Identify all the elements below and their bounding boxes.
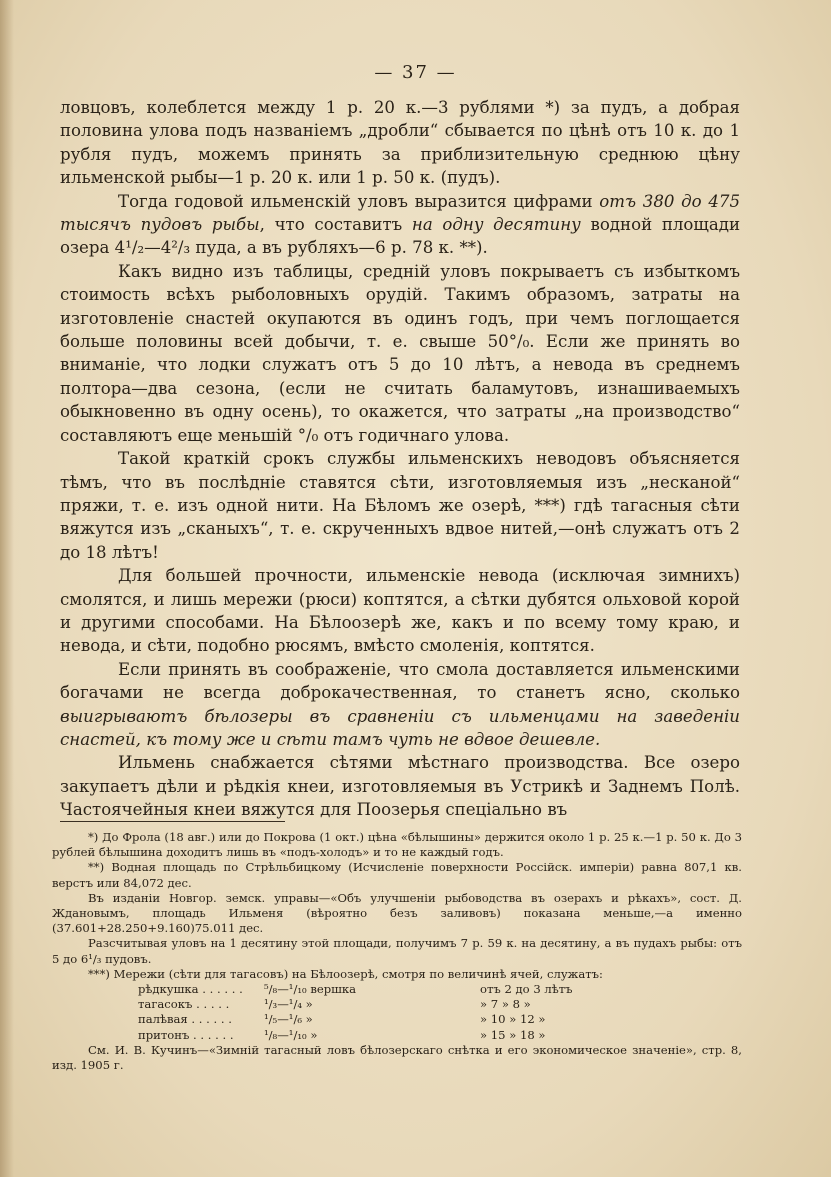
footnote-source: См. И. В. Кучинъ—«Зимній тагасный ловъ бѣлозерскаго снѣтка и его экономическое значеніе», стр. 8, изд. 1905 г.	[52, 1042, 742, 1073]
mesh-size: ¹/₈—¹/₁₀ »	[264, 1027, 318, 1042]
paragraph-2	[60, 190, 740, 260]
mesh-size: ⁵/₈—¹/₁₀ вершка	[264, 982, 357, 997]
table-row	[138, 997, 579, 1012]
mesh-years: » 7 » 8 »	[480, 997, 531, 1012]
footnote-separator	[60, 821, 285, 822]
paragraph-5: Для большей прочности, ильменскіе невода (исключая зимнихъ) смолятся, и лишь мережи (рюси) коптятся, а сѣтки дубятся ольховой корой и другими способами. На Бѣлоозерѣ же, какъ и по всему тому краю, и невода, и сѣти, подобно рюсямъ, вмѣсто смоленія, коптятся.	[60, 566, 740, 656]
paragraph-4: Такой краткій срокъ службы ильменскихъ неводовъ объясняется тѣмъ, что въ послѣдніе ставятся сѣти, изготовляемыя изъ „несканой“ пряжи, т. е. изъ одной нити. На Бѣломъ же озерѣ, ***) гдѣ тагасныя сѣти вяжутся изъ „сканыхъ“, т. е. скрученныхъ вдвое нитей,—онѣ служатъ отъ 2 до 18 лѣтъ!	[60, 449, 740, 562]
mesh-name: притонъ . . . . . .	[138, 1027, 234, 1042]
footnote-2: **) Водная площадь по Стрѣльбицкому (Исчисленіе поверхности Россійск. имперіи) равна 807,1 кв. верстъ или 84,072 дес.	[52, 860, 742, 890]
table-row	[138, 982, 579, 997]
table-row	[138, 1012, 579, 1027]
footnote-1: *) До Фрола (18 авг.) или до Покрова (1 окт.) цѣна «бѣлышины» держится около 1 р. 25 к.—1 р. 50 к. До 3 рублей бѣлышина доходитъ лишь въ «подъ-холодъ» и то не каждый годъ.	[52, 830, 742, 860]
footnote-3: ***) Мережи (сѣти для тагасовъ) на Бѣлоозерѣ, смотря по величинѣ ячей, служатъ:	[88, 966, 603, 981]
footnote-2-calculation: Разсчитывая уловъ на 1 десятину этой площади, получимъ 7 р. 59 к. на десятину, а въ пудахъ рыбы: отъ 5 до 6¹/₃ пудовъ.	[52, 936, 742, 966]
footnote-2-continued: Въ изданіи Новгор. земск. управы—«Объ улучшеніи рыбоводства въ озерахъ и рѣкахъ», сост. Д. Ждановымъ, площадь Ильменя (вѣроятно безъ заливовъ) показана меньше,—а именно (37.601+28.250+9.160)75.011 дес.	[52, 890, 742, 936]
mesh-size: ¹/₃—¹/₄ »	[264, 997, 313, 1012]
paragraph-6-part-a: Если принять въ соображеніе, что смола доставляется ильменскими богачами не всегда доброкачественная, то станетъ ясно, сколько	[60, 659, 740, 703]
mesh-years: » 10 » 12 »	[480, 1012, 546, 1027]
paragraph-1: ловцовъ, колеблется между 1 р. 20 к.—3 рублями *) за пудъ, а добрая половина улова подъ названіемъ „дробли“ сбывается по цѣнѣ отъ 10 к. до 1 рубля пудъ, можемъ принять за приблизительную среднюю цѣну ильменской рыбы—1 р. 20 к. или 1 р. 50 к. (пудъ).	[60, 98, 740, 188]
table-row	[138, 1028, 579, 1043]
mesh-table	[138, 982, 579, 1043]
paragraph-2-part-c: , что составитъ	[259, 215, 412, 235]
mesh-name: палѣвая . . . . . .	[138, 1012, 232, 1027]
page-number: — 37 —	[374, 62, 457, 83]
footnotes	[52, 830, 742, 1073]
mesh-years: отъ 2 до 3 лѣтъ	[480, 982, 573, 997]
mesh-size: ¹/₅—¹/₆ »	[264, 1012, 313, 1027]
paragraph-6-italic: выигрываютъ бѣлозеры въ сравненіи съ ильменцами на заведеніи снастей, къ тому же и сѣти тамъ чуть не вдвое дешевле.	[60, 706, 740, 749]
paragraph-2-italic-area: на одну десятину	[411, 215, 581, 235]
main-text	[60, 96, 740, 822]
paragraph-6	[60, 658, 740, 752]
paragraph-2-part-e: водной площади озера 4¹/₂—4²/₃ пуда, а въ рубляхъ—6 р. 78 к. **).	[60, 215, 741, 258]
paragraph-7: Ильмень снабжается сѣтями мѣстнаго производства. Все озеро закупаетъ дѣли и рѣдкія кнеи, изготовляемыя въ Устрикѣ и Заднемъ Полѣ. Частоячейныя кнеи вяжутся для Поозерья спеціально въ	[60, 753, 740, 820]
mesh-name: рѣдкушка . . . . . .	[138, 982, 243, 997]
paragraph-2-italic-catch: отъ 380 до 475 тысячъ пудовъ рыбы	[60, 191, 740, 235]
binding-edge	[0, 0, 14, 1177]
paragraph-3: Какъ видно изъ таблицы, средній уловъ покрываетъ съ избыткомъ стоимость всѣхъ рыболовныхъ орудій. Такимъ образомъ, затраты на изготовленіе снастей окупаются въ одинъ годъ, при чемъ поглощается больше половины всей добычи, т. е. свыше 50°/₀. Если же принять во вниманіе, что лодки служатъ отъ 5 до 10 лѣтъ, а невода въ среднемъ полтора—два сезона, (если не считать баламутовъ, изнашиваемыхъ обыкновенно въ одну осень), то окажется, что затраты „на производство“ составляютъ еще меньшій °/₀ отъ годичнаго улова.	[60, 261, 740, 445]
paragraph-2-part-a: Тогда годовой ильменскій уловъ выразится цифрами	[118, 191, 600, 211]
mesh-years: » 15 » 18 »	[480, 1027, 546, 1042]
mesh-name: тагасокъ . . . . .	[138, 997, 230, 1012]
